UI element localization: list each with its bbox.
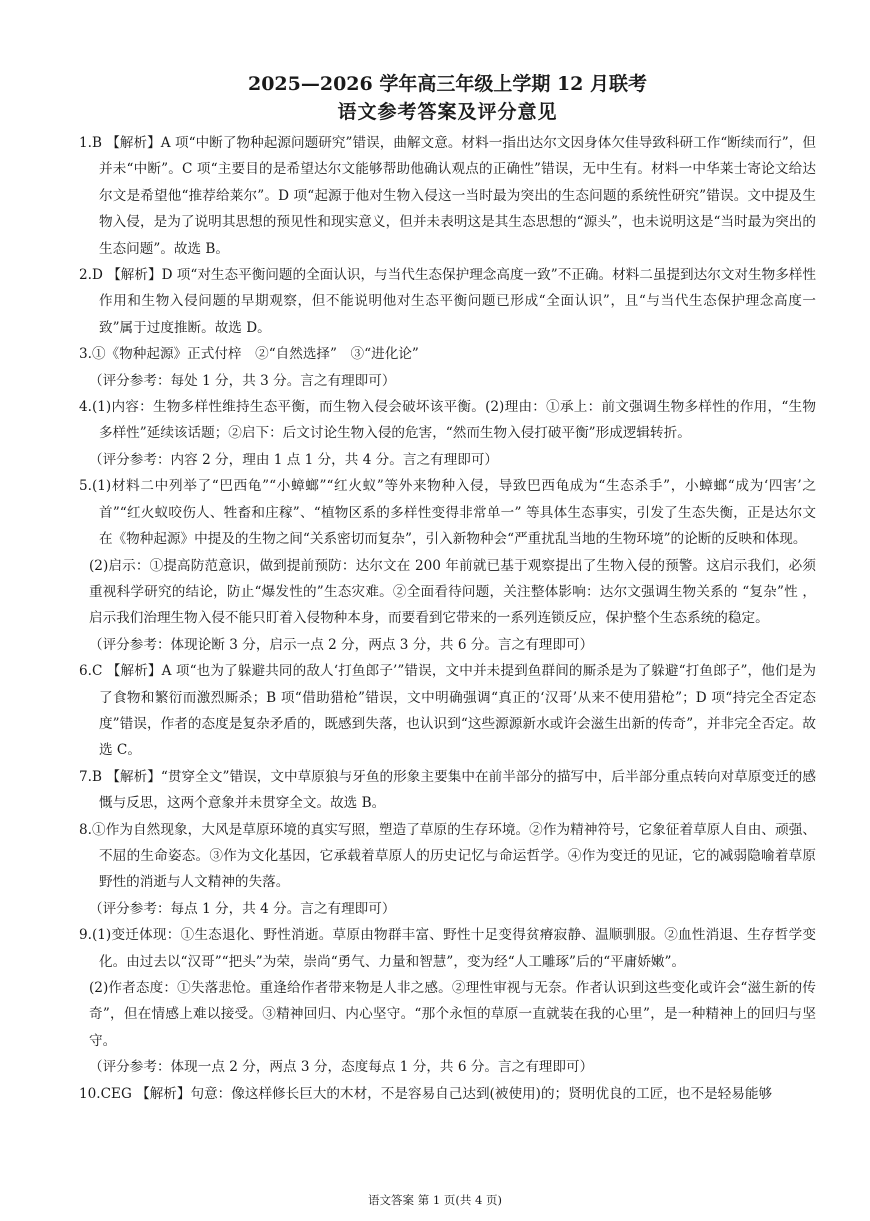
page-subtitle: 语文参考答案及评分意见 (337, 101, 558, 123)
answer-item-3: 3.①《物种起源》正式付梓 ②“自然选择” ③“进化论” (79, 346, 419, 363)
scoring-note-8: （评分参考：每点 1 分，共 4 分。言之有理即可） (89, 900, 396, 917)
answer-item-5: 5.(1)材料二中列举了“巴西龟”“小蟑螂”“红火蚁”等外来物种入侵，导致巴西龟成为“生态杀手”，小蟑螂“成为‘四害’之首”“红火蚁咬伤人、牲畜和庄稼”、“植物区系的多样性变得非常单一” 等具体生态事实，引发了生态失衡，正是达尔文在《物种起源》中提及的生物之间“关系密切而复杂”，引入新物种会“严重扰乱当地的生物环境”的论断的反映和体现。 (79, 478, 816, 548)
scoring-note-4: （评分参考：内容 2 分，理由 1 点 1 分，共 4 分。言之有理即可） (89, 451, 499, 468)
scoring-note-3: （评分参考：每处 1 分，共 3 分。言之有理即可） (89, 372, 396, 389)
answer-item-9: 9.(1)变迁体现：①生态退化、野性消逝。草原由物群丰富、野性十足变得贫瘠寂静、温顺驯服。②血性消退、生存哲学变化。由过去以“汉哥”“把头”为荣，崇尚“勇气、力量和智慧”，变为经“人工雕琢”后的“平庸娇嫩”。 (79, 927, 816, 970)
answer-item-1: 1.B 【解析】A 项“中断了物种起源问题研究”错误，曲解文意。材料一指出达尔文因身体欠佳导致科研工作“断续而行”，但并未“中断”。C 项“主要目的是希望达尔文能够帮助他确认观点的正确性”错误，无中生有。材料一中华莱士寄论文给达尔文是希望他“推荐给莱尔”。D 项“起源于他对生物入侵这一当时最为突出的生态问题的系统性研究”错误。文中提及生物入侵，是为了说明其思想的预见性和现实意义，但并未表明这是其生态思想的“源头”，也未说明这是“当时最为突出的生态问题”。故选 B。 (79, 135, 816, 257)
answer-item-5-part-2: (2)启示：①提高防范意识，做到提前预防：达尔文在 200 年前就已基于观察提出了生物入侵的预警。这启示我们，必须重视科学研究的结论，防止“爆发性的”生态灾难。②全面看待问题，关注整体影响：达尔文强调生物关系的 “复杂”性 ，启示我们治理生物入侵不能只盯着入侵物种本身，而要看到它带来的一系列连锁反应，保护整个生态系统的稳定。 (89, 557, 816, 627)
page-footer: 语文答案 第 1 页(共 4 页) (368, 1193, 502, 1207)
answer-item-10: 10.CEG 【解析】句意：像这样修长巨大的木材，不是容易自己达到(被使用)的；贤明优良的工匠，也不是轻易能够 (79, 1085, 773, 1102)
page-title: 2025—2026 学年高三年级上学期 12 月联考 (247, 73, 648, 95)
scoring-note-5: （评分参考：体现论断 3 分，启示一点 2 分，两点 3 分，共 6 分。言之有理即可） (89, 636, 594, 653)
scoring-note-9: （评分参考：体现一点 2 分，两点 3 分，态度每点 1 分，共 6 分。言之有理即可） (89, 1059, 594, 1076)
answer-list (79, 130, 816, 1107)
answer-item-2: 2.D 【解析】D 项“对生态平衡问题的全面认识，与当代生态保护理念高度一致”不正确。材料二虽提到达尔文对生物多样性作用和生物入侵问题的早期观察，但不能说明他对生态平衡问题已形成“全面认识”，且“与当代生态保护理念高度一致”属于过度推断。故选 D。 (79, 267, 816, 336)
answer-item-7: 7.B 【解析】“贯穿全文”错误，文中草原狼与牙鱼的形象主要集中在前半部分的描写中，后半部分重点转向对草原变迁的感慨与反思，这两个意象并未贯穿全文。故选 B。 (79, 768, 816, 812)
answer-item-4: 4.(1)内容：生物多样性维持生态平衡，而生物入侵会破坏该平衡。(2)理由：①承上：前文强调生物多样性的作用，“生物多样性”延续该话题；②启下：后文讨论生物入侵的危害，“然而生物入侵打破平衡”形成逻辑转折。 (79, 399, 816, 442)
answer-item-6: 6.C 【解析】A 项“也为了躲避共同的敌人‘打鱼郎子’”错误，文中并未提到鱼群间的厮杀是为了躲避“打鱼郎子”，他们是为了食物和繁衍而激烈厮杀；B 项“借助猎枪”错误，文中明确强调“真正的‘汉哥’从来不使用猎枪”；D 项“持完全否定态度”错误，作者的态度是复杂矛盾的，既感到失落，也认识到“这些源源新水或许会滋生出新的传奇”，并非完全否定。故选 C。 (79, 663, 816, 759)
answer-item-9-part-2: (2)作者态度：①失落悲怆。重逢给作者带来物是人非之感。②理性审视与无奈。作者认识到这些变化或许会“滋生新的传奇”，但在情感上难以接受。③精神回归、内心坚守。“那个永恒的草原一直就装在我的心里”，是一种精神上的回归与坚守。 (89, 980, 816, 1049)
answer-item-8: 8.①作为自然现象，大风是草原环境的真实写照，塑造了草原的生存环境。②作为精神符号，它象征着草原人自由、顽强、不屈的生命姿态。③作为文化基因，它承载着草原人的历史记忆与命运哲学。④作为变迁的见证，它的减弱隐喻着草原野性的消逝与人文精神的失落。 (79, 821, 816, 891)
